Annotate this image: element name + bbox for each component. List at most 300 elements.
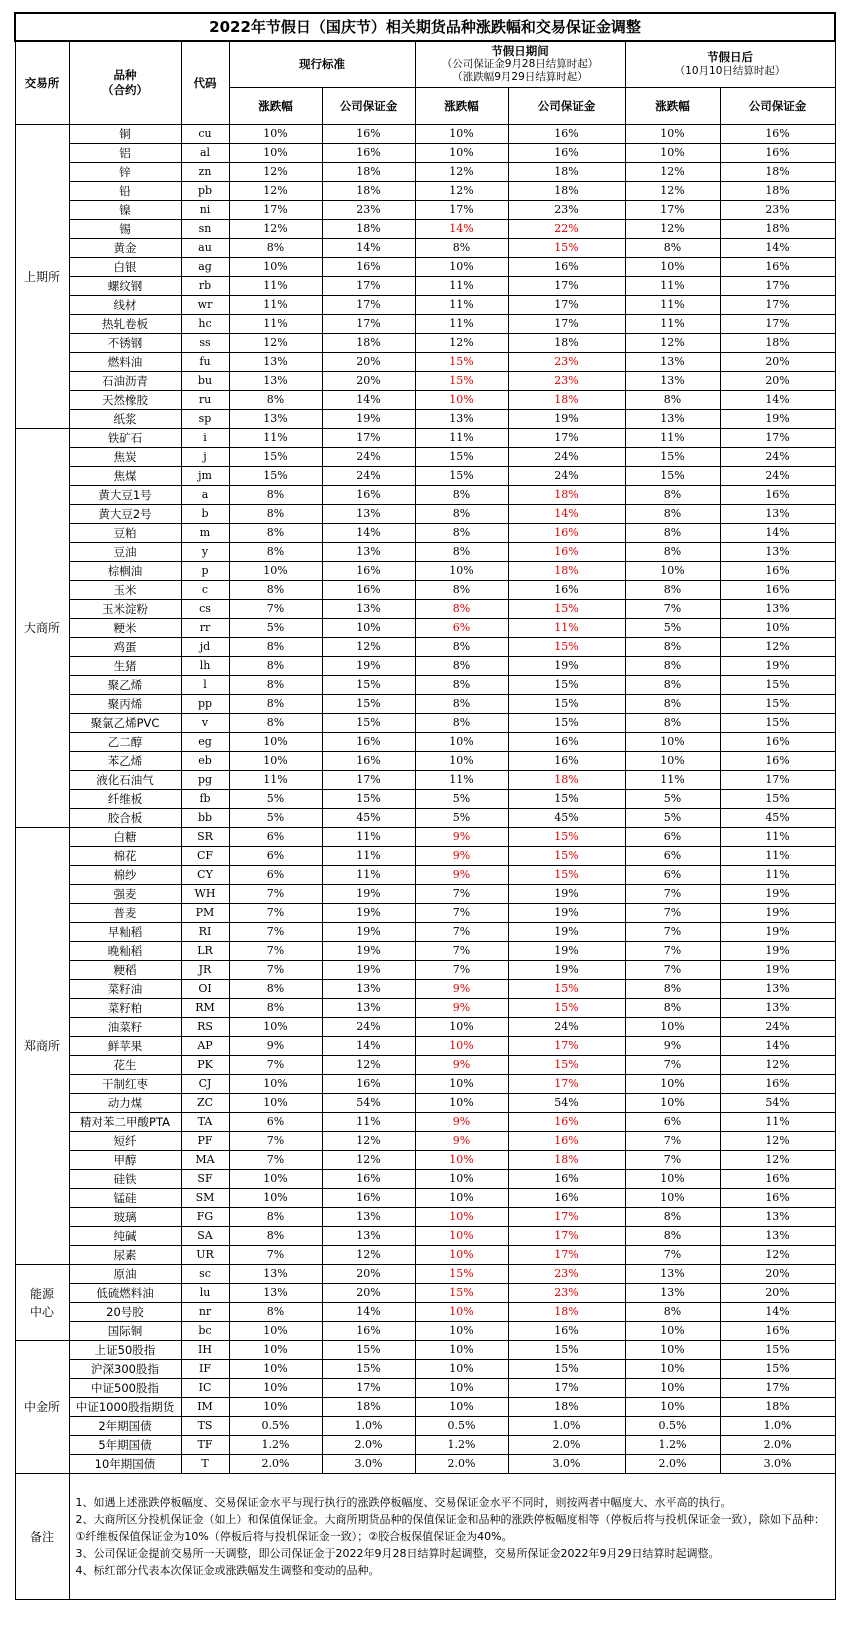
holiday-margin-cell: 15% [508, 980, 625, 999]
after-margin-cell: 17% [720, 1379, 835, 1398]
table-row [15, 1170, 835, 1189]
holiday-margin-cell: 17% [508, 429, 625, 448]
notes-label: 备注 [15, 1474, 69, 1600]
table-row [15, 1132, 835, 1151]
after-margin-cell: 24% [720, 1018, 835, 1037]
product-name-cell: 国际铜 [69, 1322, 181, 1341]
holiday-limit-cell: 8% [415, 638, 508, 657]
header-current: 现行标准 [229, 41, 415, 87]
after-margin-cell: 18% [720, 163, 835, 182]
table-row [15, 410, 835, 429]
current-margin-cell: 11% [322, 866, 415, 885]
table-row [15, 163, 835, 182]
current-limit-cell: 8% [229, 505, 322, 524]
header-holiday-label: 节假日期间 [491, 44, 549, 59]
current-margin-cell: 17% [322, 429, 415, 448]
holiday-margin-cell: 16% [508, 1170, 625, 1189]
holiday-margin-cell: 16% [508, 733, 625, 752]
current-margin-cell: 45% [322, 809, 415, 828]
holiday-margin-cell: 15% [508, 866, 625, 885]
holiday-limit-cell: 7% [415, 904, 508, 923]
holiday-limit-cell: 10% [415, 1208, 508, 1227]
after-margin-cell: 16% [720, 486, 835, 505]
current-margin-cell: 14% [322, 1303, 415, 1322]
after-limit-cell: 10% [625, 1379, 720, 1398]
margin-adjustment-table [14, 12, 836, 1600]
product-code-cell: rr [181, 619, 229, 638]
note-3: 3、公司保证金提前交易所一天调整，即公司保证金于2022年9月28日结算时起调整，交易所保证金2022年9月29日结算时起调整。 [75, 1547, 720, 1560]
product-code-cell: fu [181, 353, 229, 372]
holiday-margin-cell: 17% [508, 277, 625, 296]
table-row [15, 676, 835, 695]
current-limit-cell: 10% [229, 733, 322, 752]
holiday-limit-cell: 11% [415, 315, 508, 334]
product-code-cell: hc [181, 315, 229, 334]
current-margin-cell: 19% [322, 885, 415, 904]
holiday-margin-cell: 2.0% [508, 1436, 625, 1455]
after-margin-cell: 19% [720, 961, 835, 980]
product-name-cell: 玉米 [69, 581, 181, 600]
product-code-cell: TA [181, 1113, 229, 1132]
product-code-cell: pg [181, 771, 229, 790]
header-product-sub: （合约） [102, 83, 148, 97]
product-code-cell: cu [181, 125, 229, 144]
product-name-cell: 白银 [69, 258, 181, 277]
holiday-limit-cell: 10% [415, 1094, 508, 1113]
product-code-cell: ag [181, 258, 229, 277]
product-code-cell: PF [181, 1132, 229, 1151]
after-margin-cell: 12% [720, 638, 835, 657]
after-margin-cell: 20% [720, 1284, 835, 1303]
after-limit-cell: 8% [625, 486, 720, 505]
product-code-cell: ss [181, 334, 229, 353]
holiday-limit-cell: 9% [415, 980, 508, 999]
product-code-cell: IH [181, 1341, 229, 1360]
holiday-limit-cell: 7% [415, 885, 508, 904]
after-limit-cell: 8% [625, 1303, 720, 1322]
product-code-cell: sc [181, 1265, 229, 1284]
product-code-cell: lh [181, 657, 229, 676]
current-limit-cell: 10% [229, 1398, 322, 1417]
header-exchange: 交易所 [15, 41, 69, 125]
table-row [15, 1379, 835, 1398]
current-margin-cell: 16% [322, 144, 415, 163]
after-margin-cell: 16% [720, 752, 835, 771]
table-row [15, 448, 835, 467]
after-limit-cell: 5% [625, 809, 720, 828]
current-margin-cell: 24% [322, 467, 415, 486]
holiday-limit-cell: 10% [415, 1170, 508, 1189]
after-margin-cell: 20% [720, 353, 835, 372]
holiday-limit-cell: 9% [415, 828, 508, 847]
holiday-margin-cell: 14% [508, 505, 625, 524]
after-margin-cell: 13% [720, 600, 835, 619]
current-limit-cell: 7% [229, 1246, 322, 1265]
header-holiday-sub2: （涨跌幅9月29日结算时起） [452, 71, 588, 84]
after-limit-cell: 8% [625, 657, 720, 676]
current-limit-cell: 2.0% [229, 1455, 322, 1474]
holiday-margin-cell: 19% [508, 410, 625, 429]
current-limit-cell: 8% [229, 1227, 322, 1246]
table-row [15, 1284, 835, 1303]
after-limit-cell: 8% [625, 980, 720, 999]
current-margin-cell: 15% [322, 714, 415, 733]
subheader-after-margin: 公司保证金 [720, 87, 835, 124]
holiday-margin-cell: 16% [508, 524, 625, 543]
product-code-cell: ru [181, 391, 229, 410]
current-limit-cell: 10% [229, 258, 322, 277]
table-row [15, 1265, 835, 1284]
after-margin-cell: 15% [720, 695, 835, 714]
holiday-margin-cell: 16% [508, 1132, 625, 1151]
current-limit-cell: 8% [229, 980, 322, 999]
product-code-cell: pb [181, 182, 229, 201]
holiday-limit-cell: 1.2% [415, 1436, 508, 1455]
after-margin-cell: 13% [720, 505, 835, 524]
current-margin-cell: 16% [322, 1322, 415, 1341]
current-margin-cell: 20% [322, 372, 415, 391]
holiday-limit-cell: 10% [415, 125, 508, 144]
holiday-margin-cell: 16% [508, 1113, 625, 1132]
product-code-cell: SF [181, 1170, 229, 1189]
product-name-cell: 聚乙烯 [69, 676, 181, 695]
after-margin-cell: 13% [720, 543, 835, 562]
current-margin-cell: 17% [322, 1379, 415, 1398]
current-margin-cell: 19% [322, 942, 415, 961]
subheader-current-limit: 涨跌幅 [229, 87, 322, 124]
product-code-cell: lu [181, 1284, 229, 1303]
current-limit-cell: 0.5% [229, 1417, 322, 1436]
current-margin-cell: 19% [322, 657, 415, 676]
after-margin-cell: 2.0% [720, 1436, 835, 1455]
holiday-limit-cell: 15% [415, 372, 508, 391]
current-margin-cell: 24% [322, 1018, 415, 1037]
holiday-margin-cell: 15% [508, 828, 625, 847]
holiday-limit-cell: 11% [415, 277, 508, 296]
product-name-cell: 5年期国债 [69, 1436, 181, 1455]
table-row [15, 296, 835, 315]
current-margin-cell: 14% [322, 391, 415, 410]
after-limit-cell: 11% [625, 315, 720, 334]
after-limit-cell: 1.2% [625, 1436, 720, 1455]
product-name-cell: 铅 [69, 182, 181, 201]
table-row [15, 923, 835, 942]
current-margin-cell: 15% [322, 676, 415, 695]
product-code-cell: al [181, 144, 229, 163]
current-margin-cell: 17% [322, 315, 415, 334]
product-code-cell: UR [181, 1246, 229, 1265]
product-code-cell: WH [181, 885, 229, 904]
current-limit-cell: 8% [229, 1303, 322, 1322]
after-margin-cell: 16% [720, 258, 835, 277]
current-limit-cell: 5% [229, 809, 322, 828]
current-limit-cell: 7% [229, 942, 322, 961]
after-limit-cell: 7% [625, 904, 720, 923]
after-limit-cell: 8% [625, 695, 720, 714]
holiday-margin-cell: 18% [508, 1151, 625, 1170]
current-margin-cell: 16% [322, 752, 415, 771]
holiday-margin-cell: 15% [508, 1056, 625, 1075]
after-margin-cell: 18% [720, 182, 835, 201]
exchange-cell: 上期所 [15, 125, 69, 429]
holiday-margin-cell: 17% [508, 1227, 625, 1246]
table-row [15, 752, 835, 771]
product-name-cell: 焦炭 [69, 448, 181, 467]
current-limit-cell: 8% [229, 239, 322, 258]
product-code-cell: sp [181, 410, 229, 429]
current-limit-cell: 11% [229, 315, 322, 334]
current-margin-cell: 18% [322, 1398, 415, 1417]
current-margin-cell: 13% [322, 600, 415, 619]
after-margin-cell: 16% [720, 144, 835, 163]
after-limit-cell: 7% [625, 885, 720, 904]
after-margin-cell: 16% [720, 1322, 835, 1341]
current-margin-cell: 16% [322, 1170, 415, 1189]
header-code: 代码 [181, 41, 229, 125]
after-limit-cell: 12% [625, 182, 720, 201]
holiday-limit-cell: 8% [415, 581, 508, 600]
table-row [15, 847, 835, 866]
current-margin-cell: 15% [322, 1341, 415, 1360]
holiday-limit-cell: 10% [415, 1303, 508, 1322]
after-limit-cell: 5% [625, 790, 720, 809]
after-limit-cell: 13% [625, 372, 720, 391]
after-margin-cell: 18% [720, 334, 835, 353]
holiday-limit-cell: 8% [415, 600, 508, 619]
table-row [15, 543, 835, 562]
product-name-cell: 聚氯乙烯PVC [69, 714, 181, 733]
holiday-margin-cell: 15% [508, 790, 625, 809]
current-margin-cell: 15% [322, 695, 415, 714]
after-margin-cell: 16% [720, 733, 835, 752]
after-margin-cell: 1.0% [720, 1417, 835, 1436]
product-code-cell: v [181, 714, 229, 733]
current-margin-cell: 54% [322, 1094, 415, 1113]
current-limit-cell: 7% [229, 885, 322, 904]
after-margin-cell: 14% [720, 1303, 835, 1322]
current-limit-cell: 11% [229, 771, 322, 790]
current-margin-cell: 15% [322, 1360, 415, 1379]
table-row [15, 391, 835, 410]
after-margin-cell: 16% [720, 1170, 835, 1189]
holiday-limit-cell: 9% [415, 1132, 508, 1151]
product-name-cell: 玻璃 [69, 1208, 181, 1227]
product-name-cell: 早籼稻 [69, 923, 181, 942]
product-code-cell: nr [181, 1303, 229, 1322]
after-limit-cell: 10% [625, 144, 720, 163]
current-margin-cell: 11% [322, 828, 415, 847]
product-name-cell: 液化石油气 [69, 771, 181, 790]
product-name-cell: 豆粕 [69, 524, 181, 543]
holiday-limit-cell: 10% [415, 1322, 508, 1341]
holiday-margin-cell: 18% [508, 334, 625, 353]
product-name-cell: 上证50股指 [69, 1341, 181, 1360]
product-name-cell: 镍 [69, 201, 181, 220]
product-code-cell: cs [181, 600, 229, 619]
current-limit-cell: 8% [229, 657, 322, 676]
product-name-cell: 动力煤 [69, 1094, 181, 1113]
header-product-label: 品种 [113, 68, 137, 82]
holiday-margin-cell: 15% [508, 676, 625, 695]
table-body [15, 125, 835, 1474]
holiday-margin-cell: 18% [508, 182, 625, 201]
after-limit-cell: 10% [625, 1075, 720, 1094]
table-row [15, 790, 835, 809]
after-limit-cell: 11% [625, 296, 720, 315]
product-code-cell: sn [181, 220, 229, 239]
table-row [15, 486, 835, 505]
after-margin-cell: 18% [720, 220, 835, 239]
current-limit-cell: 10% [229, 1341, 322, 1360]
current-margin-cell: 13% [322, 999, 415, 1018]
holiday-limit-cell: 8% [415, 695, 508, 714]
after-margin-cell: 15% [720, 1360, 835, 1379]
product-code-cell: au [181, 239, 229, 258]
holiday-margin-cell: 23% [508, 201, 625, 220]
holiday-margin-cell: 16% [508, 1189, 625, 1208]
product-name-cell: 热轧卷板 [69, 315, 181, 334]
table-row [15, 999, 835, 1018]
product-name-cell: 乙二醇 [69, 733, 181, 752]
product-name-cell: 不锈钢 [69, 334, 181, 353]
product-name-cell: 沪深300股指 [69, 1360, 181, 1379]
holiday-margin-cell: 17% [508, 315, 625, 334]
current-limit-cell: 6% [229, 1113, 322, 1132]
current-limit-cell: 13% [229, 1265, 322, 1284]
table-row [15, 467, 835, 486]
holiday-limit-cell: 10% [415, 1189, 508, 1208]
after-limit-cell: 10% [625, 1341, 720, 1360]
after-limit-cell: 7% [625, 1056, 720, 1075]
after-limit-cell: 8% [625, 714, 720, 733]
holiday-limit-cell: 2.0% [415, 1455, 508, 1474]
table-row [15, 1151, 835, 1170]
holiday-limit-cell: 9% [415, 999, 508, 1018]
holiday-margin-cell: 19% [508, 885, 625, 904]
current-limit-cell: 6% [229, 828, 322, 847]
holiday-limit-cell: 8% [415, 505, 508, 524]
current-margin-cell: 16% [322, 581, 415, 600]
product-name-cell: 纯碱 [69, 1227, 181, 1246]
holiday-margin-cell: 17% [508, 1379, 625, 1398]
product-name-cell: 燃料油 [69, 353, 181, 372]
holiday-margin-cell: 16% [508, 144, 625, 163]
product-code-cell: CJ [181, 1075, 229, 1094]
header-holiday [415, 41, 625, 87]
holiday-margin-cell: 15% [508, 600, 625, 619]
current-margin-cell: 17% [322, 277, 415, 296]
current-limit-cell: 12% [229, 182, 322, 201]
holiday-limit-cell: 5% [415, 790, 508, 809]
holiday-margin-cell: 15% [508, 999, 625, 1018]
holiday-margin-cell: 18% [508, 486, 625, 505]
product-code-cell: RS [181, 1018, 229, 1037]
header-holiday-sub1: （公司保证金9月28日结算时起） [441, 58, 599, 71]
table-row [15, 315, 835, 334]
product-name-cell: 玉米淀粉 [69, 600, 181, 619]
product-code-cell: p [181, 562, 229, 581]
product-code-cell: SA [181, 1227, 229, 1246]
holiday-limit-cell: 9% [415, 847, 508, 866]
after-limit-cell: 6% [625, 847, 720, 866]
current-margin-cell: 12% [322, 1151, 415, 1170]
holiday-margin-cell: 15% [508, 1360, 625, 1379]
after-limit-cell: 8% [625, 543, 720, 562]
current-limit-cell: 8% [229, 581, 322, 600]
product-name-cell: 晚籼稻 [69, 942, 181, 961]
after-limit-cell: 10% [625, 752, 720, 771]
holiday-limit-cell: 17% [415, 201, 508, 220]
after-margin-cell: 19% [720, 657, 835, 676]
holiday-limit-cell: 12% [415, 182, 508, 201]
product-code-cell: FG [181, 1208, 229, 1227]
after-margin-cell: 15% [720, 790, 835, 809]
product-code-cell: pp [181, 695, 229, 714]
holiday-limit-cell: 14% [415, 220, 508, 239]
after-limit-cell: 10% [625, 1398, 720, 1417]
current-limit-cell: 13% [229, 410, 322, 429]
holiday-margin-cell: 16% [508, 1322, 625, 1341]
after-margin-cell: 11% [720, 866, 835, 885]
current-margin-cell: 19% [322, 923, 415, 942]
holiday-limit-cell: 15% [415, 353, 508, 372]
after-margin-cell: 16% [720, 581, 835, 600]
table-row [15, 144, 835, 163]
holiday-limit-cell: 6% [415, 619, 508, 638]
current-margin-cell: 10% [322, 619, 415, 638]
holiday-margin-cell: 16% [508, 125, 625, 144]
after-margin-cell: 10% [720, 619, 835, 638]
after-limit-cell: 12% [625, 163, 720, 182]
product-code-cell: c [181, 581, 229, 600]
table-row [15, 1436, 835, 1455]
after-limit-cell: 13% [625, 353, 720, 372]
holiday-margin-cell: 17% [508, 296, 625, 315]
current-margin-cell: 14% [322, 1037, 415, 1056]
product-code-cell: i [181, 429, 229, 448]
product-name-cell: 低硫燃料油 [69, 1284, 181, 1303]
current-limit-cell: 12% [229, 334, 322, 353]
product-code-cell: T [181, 1455, 229, 1474]
after-margin-cell: 12% [720, 1132, 835, 1151]
product-name-cell: 豆油 [69, 543, 181, 562]
product-code-cell: LR [181, 942, 229, 961]
product-code-cell: TF [181, 1436, 229, 1455]
holiday-limit-cell: 10% [415, 391, 508, 410]
current-margin-cell: 16% [322, 1189, 415, 1208]
holiday-limit-cell: 10% [415, 1360, 508, 1379]
after-limit-cell: 6% [625, 828, 720, 847]
holiday-limit-cell: 10% [415, 1246, 508, 1265]
after-margin-cell: 20% [720, 1265, 835, 1284]
after-limit-cell: 13% [625, 410, 720, 429]
current-margin-cell: 13% [322, 1227, 415, 1246]
table-row [15, 904, 835, 923]
table-row [15, 334, 835, 353]
table-row [15, 201, 835, 220]
after-limit-cell: 2.0% [625, 1455, 720, 1474]
after-limit-cell: 15% [625, 467, 720, 486]
current-limit-cell: 6% [229, 847, 322, 866]
header-after [625, 41, 835, 87]
after-margin-cell: 19% [720, 942, 835, 961]
holiday-limit-cell: 12% [415, 163, 508, 182]
table-row [15, 771, 835, 790]
after-limit-cell: 13% [625, 1265, 720, 1284]
after-limit-cell: 7% [625, 961, 720, 980]
product-name-cell: 花生 [69, 1056, 181, 1075]
after-margin-cell: 19% [720, 410, 835, 429]
